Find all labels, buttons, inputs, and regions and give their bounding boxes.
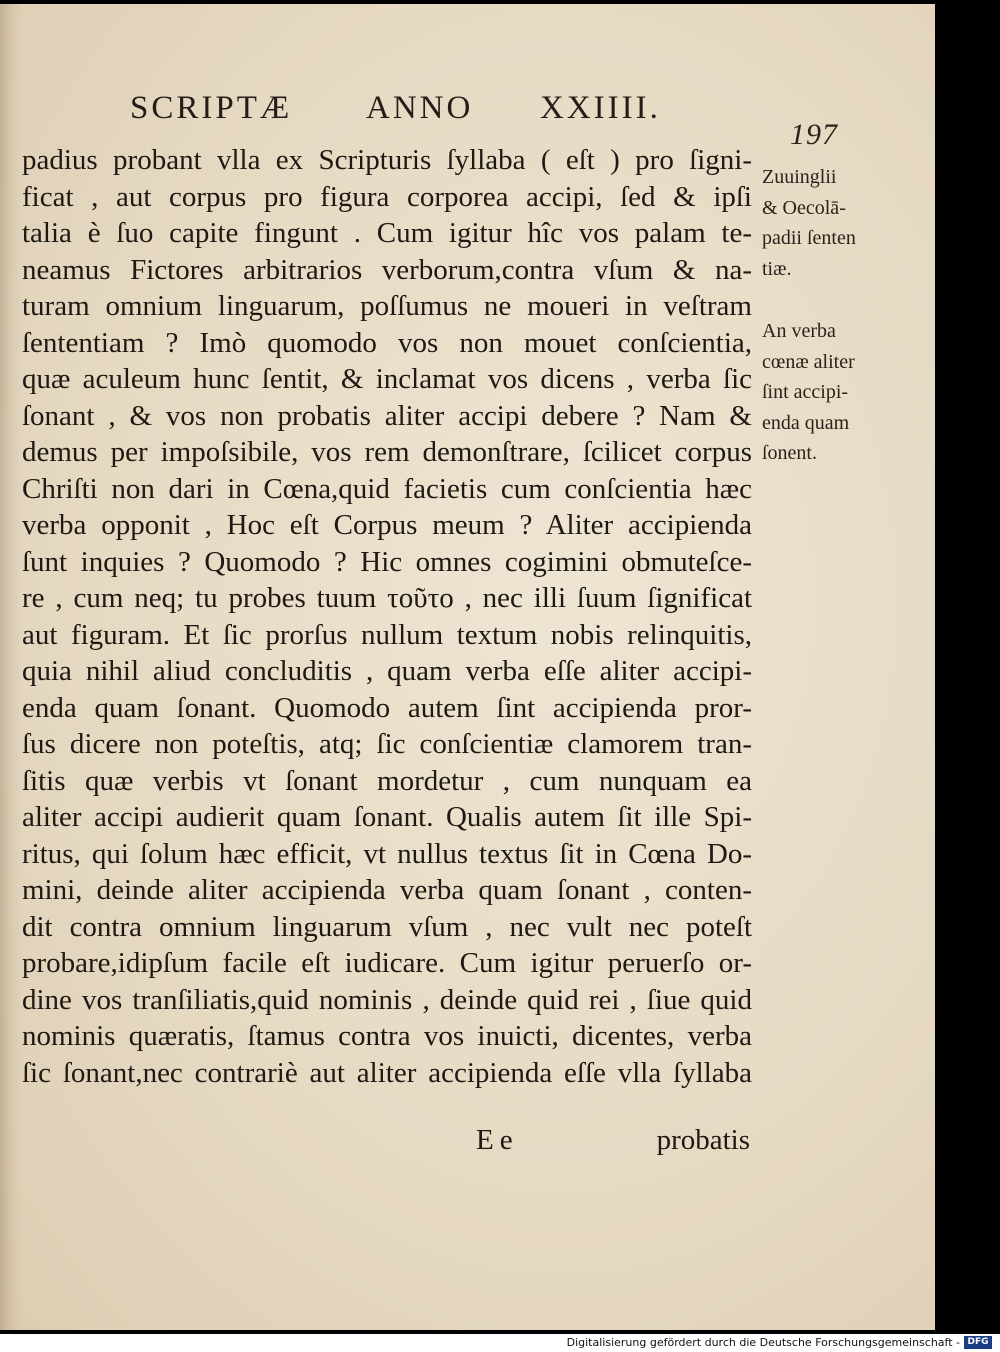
marginal-note-line: ſonent. bbox=[762, 442, 817, 464]
text-line: quæ aculeum hunc ſentit, & inclamat vos dicens , verba ſic bbox=[22, 363, 752, 395]
marginal-note-1 bbox=[762, 162, 892, 284]
text-line: quia nihil aliud concluditis , quam verba eſſe aliter accipi- bbox=[22, 655, 752, 687]
text-line: aliter accipi audierit quam ſonant. Qualis autem ſit ille Spi- bbox=[22, 801, 752, 833]
text-line: Chriſti non dari in Cœna,quid facietis cum conſcientia hæc bbox=[22, 472, 752, 505]
running-head-word-2: ANNO bbox=[366, 90, 474, 126]
text-line: nominis quæratis, ſtamus contra vos inuicti, dicentes, verba bbox=[22, 1020, 752, 1052]
marginal-note-line: tiæ. bbox=[762, 257, 792, 280]
marginal-note-line: ſint accipi- bbox=[762, 381, 849, 403]
text-line: ritus, qui ſolum hæc efficit, vt nullus textus ſit in Cœna Do- bbox=[22, 837, 752, 870]
text-line: aut figuram. Et ſic prorſus nullum textum nobis relinquitis, bbox=[22, 618, 752, 651]
digitization-footer bbox=[0, 1334, 1000, 1352]
text-line: dine vos tranſiliatis,quid nominis , deinde quid rei , ſiue quid bbox=[22, 983, 752, 1016]
text-line: dit contra omnium linguarum vſum , nec vult nec poteſt bbox=[22, 910, 752, 943]
marginal-note-line: cœnæ aliter bbox=[762, 350, 855, 373]
text-line: turam omnium linguarum, poſſumus ne moueri in veſtram bbox=[22, 290, 752, 322]
text-line: neamus Fictores arbitrarios verborum,contra vſum & na- bbox=[22, 253, 752, 286]
text-line: enda quam ſonant. Quomodo autem ſint accipienda pror- bbox=[22, 691, 752, 724]
marginal-note-2 bbox=[762, 316, 892, 469]
funding-credit: Digitalisierung gefördert durch die Deutsche Forschungsgemeinschaft - bbox=[566, 1336, 960, 1349]
marginal-note-line: Zuuinglii bbox=[762, 166, 837, 188]
text-line: demus per impoſsibile, vos rem demonſtrare, ſcilicet corpus bbox=[22, 436, 752, 468]
text-line: ſus dicere non poteſtis, atq; ſic conſcientiæ clamorem tran- bbox=[22, 728, 752, 760]
text-line: padius probant vlla ex Scripturis ſyllaba ( eſt ) pro ſigni- bbox=[22, 144, 752, 176]
text-line: ſonant , & vos non probatis aliter accipi debere ? Nam & bbox=[22, 399, 752, 432]
page-number: 197 bbox=[790, 118, 838, 151]
text-line: talia è ſuo capite fingunt . Cum igitur hîc vos palam te- bbox=[22, 217, 752, 249]
main-text-block bbox=[22, 142, 752, 1091]
text-line: re , cum neq; tu probes tuum τοῦτο , nec illi ſuum ſignificat bbox=[22, 582, 752, 614]
catchword: probatis bbox=[656, 1124, 750, 1156]
marginal-note-line: padii ſenten bbox=[762, 227, 856, 249]
text-line: ſitis quæ verbis vt ſonant mordetur , cum nunquam ea bbox=[22, 764, 752, 797]
page-foot bbox=[22, 1124, 752, 1160]
running-head bbox=[96, 90, 746, 130]
text-line: ſententiam ? Imò quomodo vos non mouet conſcientia, bbox=[22, 326, 752, 359]
running-head-word-1: SCRIPTÆ bbox=[130, 90, 293, 126]
text-line: ſunt inquies ? Quomodo ? Hic omnes cogimini obmuteſce- bbox=[22, 545, 752, 578]
text-line: ſic ſonant,nec contrariè aut aliter accipienda eſſe vlla ſyllaba bbox=[22, 1056, 752, 1089]
text-line: verba opponit , Hoc eſt Corpus meum ? Aliter accipienda bbox=[22, 509, 752, 541]
text-line: mini, deinde aliter accipienda verba quam ſonant , conten- bbox=[22, 874, 752, 906]
running-head-word-3: XXIIII. bbox=[540, 90, 661, 126]
marginal-note-line: An verba bbox=[762, 320, 836, 342]
dfg-logo-icon: DFG bbox=[964, 1336, 992, 1349]
text-line: probare,idipſum facile eſt iudicare. Cum igitur peruerſo or- bbox=[22, 947, 752, 979]
marginal-note-line: & Oecolā- bbox=[762, 196, 846, 219]
marginal-note-line: enda quam bbox=[762, 411, 850, 434]
signature-mark: Ee bbox=[476, 1124, 519, 1156]
book-page bbox=[0, 4, 935, 1330]
text-line: ficat , aut corpus pro figura corporea accipi, ſed & ipſi bbox=[22, 180, 752, 213]
